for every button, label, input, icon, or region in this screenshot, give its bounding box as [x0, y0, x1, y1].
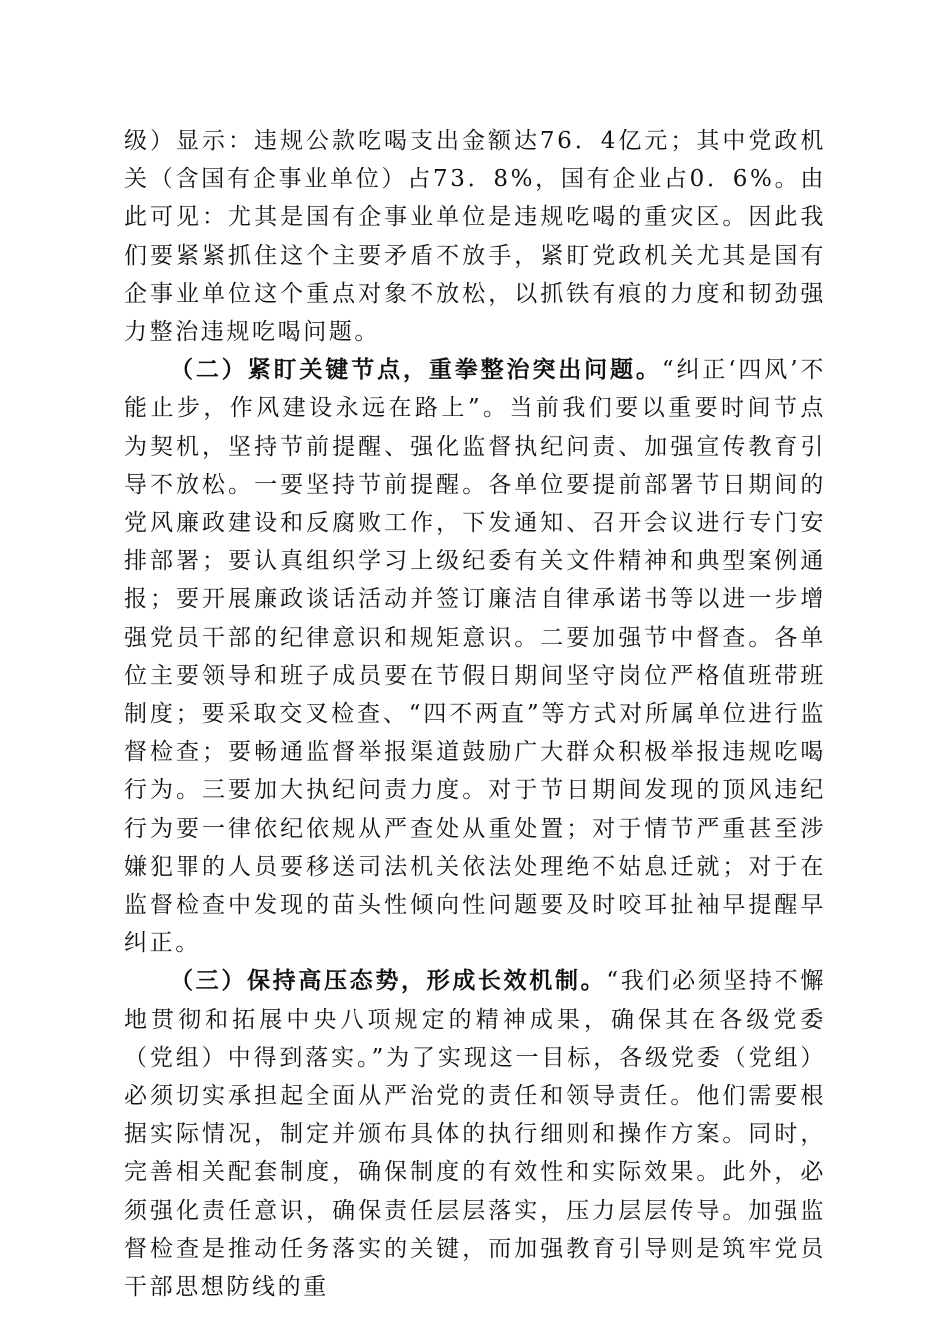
paragraph-section-3	[124, 962, 826, 1306]
document-body	[124, 122, 826, 1306]
paragraph-section-2	[124, 351, 826, 962]
paragraph-continued	[124, 122, 826, 351]
paragraph-text: 级）显示：违规公款吃喝支出金额达76．4亿元；其中党政机关（含国有企事业单位）占73．8%，国有企业占0．6%。由此可见：尤其是国有企事业单位是违规吃喝的重灾区。因此我们要紧紧抓住这个主要矛盾不放手，紧盯党政机关尤其是国有企事业单位这个重点对象不放松，以抓铁有痕的力度和韧劲强力整治违规吃喝问题。	[124, 128, 826, 346]
section-heading: （二）紧盯关键节点，重拳整治突出问题。	[170, 356, 662, 384]
section-heading: （三）保持高压态势，形成长效机制。	[170, 967, 607, 995]
paragraph-text: “我们必须坚持不懈地贯彻和拓展中央八项规定的精神成果，确保其在各级党委（党组）中得到落实。”为了实现这一目标，各级党委（党组）必须切实承担起全面从严治党的责任和领导责任。他们需要根据实际情况，制定并颁布具体的执行细则和操作方案。同时，完善相关配套制度，确保制度的有效性和实际效果。此外，必须强化责任意识，确保责任层层落实，压力层层传导。加强监督检查是推动任务落实的关键，而加强教育引导则是筑牢党员干部思想防线的重	[124, 968, 826, 1301]
paragraph-text: “纠正‘四风’不能止步，作风建设永远在路上”。当前我们要以重要时间节点为契机，坚持节前提醒、强化监督执纪问责、加强宣传教育引导不放松。一要坚持节前提醒。各单位要提前部署节日期间的党风廉政建设和反腐败工作，下发通知、召开会议进行专门安排部署；要认真组织学习上级纪委有关文件精神和典型案例通报；要开展廉政谈话活动并签订廉洁自律承诺书等以进一步增强党员干部的纪律意识和规矩意识。二要加强节中督查。各单位主要领导和班子成员要在节假日期间坚守岗位严格值班带班制度；要采取交叉检查、“四不两直”等方式对所属单位进行监督检查；要畅通监督举报渠道鼓励广大群众积极举报违规吃喝行为。三要加大执纪问责力度。对于节日期间发现的顶风违纪行为要一律依纪依规从严查处从重处置；对于情节严重甚至涉嫌犯罪的人员要移送司法机关依法处理绝不姑息迁就；对于在监督检查中发现的苗头性倾向性问题要及时咬耳扯袖早提醒早纠正。	[124, 357, 826, 957]
